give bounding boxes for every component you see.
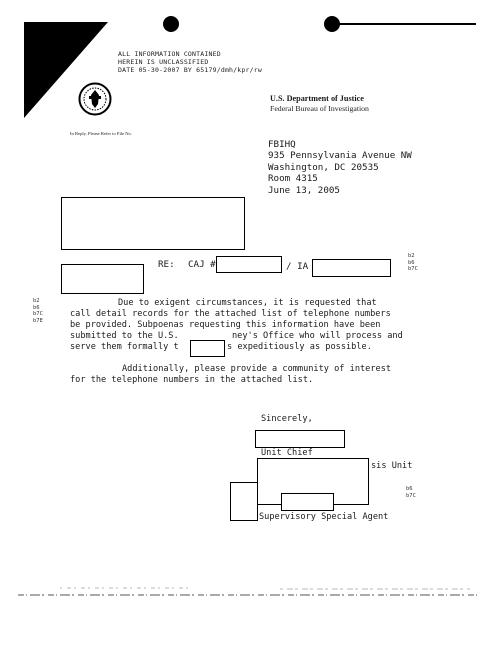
body-paragraph-1-line-4a: submitted to the U.S.: [70, 331, 179, 341]
classification-stamp: [118, 50, 262, 74]
margin-mark: b7E: [33, 317, 43, 324]
body-paragraph-1-line-5b: s expeditiously as possible.: [227, 342, 372, 352]
redacted-agent-name: [281, 493, 334, 511]
header-rule: [330, 23, 476, 25]
footer-scan-line: [0, 575, 500, 605]
caj-label: CAJ #: [188, 259, 216, 270]
margin-mark: b7C: [33, 311, 43, 317]
margin-mark: b6: [408, 259, 415, 266]
department-name: U.S. Department of Justice: [270, 94, 364, 103]
redacted-reference-name: [61, 264, 144, 294]
stamp-line-3: DATE 05-30-2007 BY 65179/dmh/kpr/rw: [118, 66, 262, 74]
body-paragraph-2-line-2: for the telephone numbers in the attached list.: [70, 375, 314, 385]
reply-note: In Reply, Please Refer to File No.: [70, 131, 132, 136]
redacted-recipient: [61, 197, 245, 250]
redacted-signature: [255, 430, 345, 448]
stamp-line-1: ALL INFORMATION CONTAINED: [118, 50, 221, 58]
redacted-office-name: [190, 340, 225, 357]
body-paragraph-1-line-2: call detail records for the attached list of telephone numbers: [70, 309, 391, 319]
margin-marks-body: [33, 298, 43, 324]
margin-marks-signature: [406, 486, 416, 499]
stamp-line-2: HEREIN IS UNCLASSIFIED: [118, 58, 209, 66]
address-line-1: FBIHQ: [268, 139, 296, 150]
redacted-ia-number: [312, 259, 391, 277]
redacted-caj-number: [216, 256, 282, 273]
body-paragraph-1-line-1: Due to exigent circumstances, it is requested that: [118, 298, 377, 308]
margin-mark: b7C: [408, 266, 418, 272]
body-paragraph-2-line-1: Additionally, please provide a community of interest: [122, 364, 392, 374]
address-block: [268, 139, 412, 196]
address-line-4: Room 4315: [268, 173, 318, 185]
margin-mark: b7C: [406, 492, 416, 499]
unit-chief-title: Unit Chief: [261, 448, 313, 458]
salutation: Sincerely,: [261, 414, 313, 424]
redacted-left-signature: [230, 482, 258, 521]
punch-hole-left: [163, 16, 179, 32]
letterhead: [270, 94, 369, 114]
doj-seal-icon: [78, 82, 112, 116]
supervisory-agent-title: Supervisory Special Agent: [259, 512, 389, 522]
ia-label: / IA: [286, 261, 309, 272]
body-paragraph-1-line-5a: serve them formally t: [70, 342, 179, 352]
body-paragraph-1-line-3: be provided. Subpoenas requesting this information have been: [70, 320, 381, 330]
margin-marks-reference: [408, 253, 418, 273]
address-line-3: Washington, DC 20535: [268, 161, 379, 173]
margin-mark: b2: [408, 253, 415, 259]
body-paragraph-1-line-4b: ney's Office who will process and: [232, 331, 403, 341]
address-line-2: 935 Pennsylvania Avenue NW: [268, 150, 412, 162]
margin-mark: b6: [33, 304, 40, 311]
margin-mark: b2: [33, 298, 40, 304]
re-label: RE:: [158, 259, 175, 270]
bureau-name: Federal Bureau of Investigation: [270, 104, 369, 113]
unit-name-fragment: sis Unit: [371, 461, 413, 471]
address-line-5: June 13, 2005: [268, 184, 340, 196]
margin-mark: b6: [406, 486, 413, 492]
